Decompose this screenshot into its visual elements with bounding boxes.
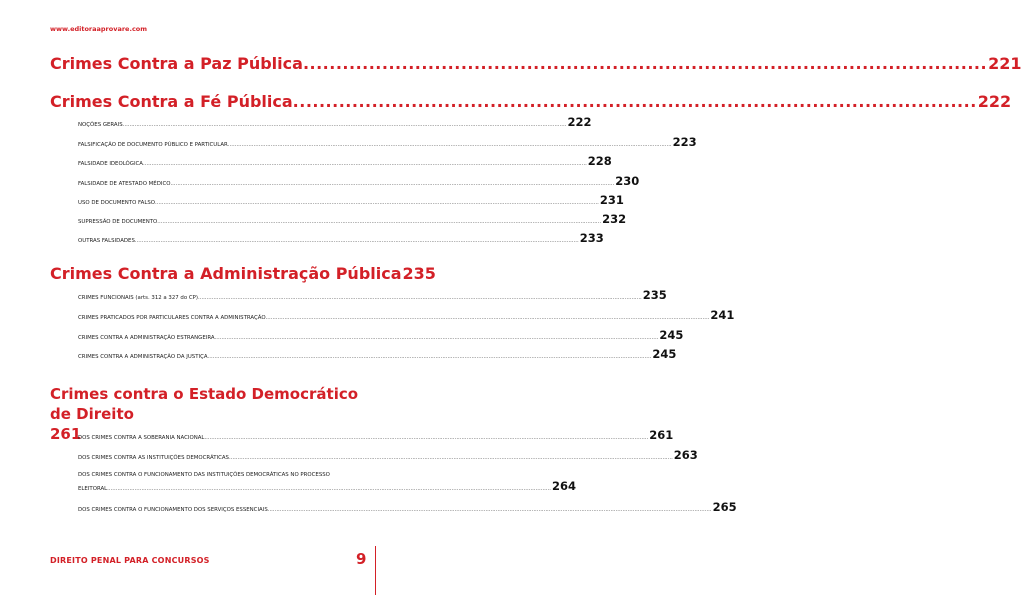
dot-leader: [208, 354, 652, 360]
toc-entry[interactable]: [78, 428, 674, 442]
toc-entry[interactable]: [78, 288, 667, 302]
entry-label: DOS CRIMES CONTRA O FUNCIONAMENTO DOS SERVIÇOS ESSENCIAIS: [78, 507, 268, 513]
dot-leader: [293, 92, 977, 111]
dot-leader: [268, 507, 712, 513]
toc-section-fe-publica[interactable]: [50, 92, 1012, 111]
dot-leader: [228, 142, 672, 148]
entry-page: 228: [587, 154, 612, 168]
entry-label: DOS CRIMES CONTRA A SOBERANIA NACIONAL: [78, 435, 205, 441]
entry-label: DOS CRIMES CONTRA AS INSTITUIÇÕES DEMOCRÁTICAS: [78, 455, 229, 461]
entry-page: 223: [672, 135, 697, 149]
section-page: 261: [50, 425, 82, 443]
entry-label: FALSIDADE IDEOLÓGICA: [78, 161, 143, 167]
dot-leader: [303, 54, 987, 73]
dot-leader: [198, 295, 642, 301]
toc-entry[interactable]: [78, 231, 604, 245]
toc-entry[interactable]: [78, 328, 684, 342]
dot-leader: [135, 238, 579, 244]
section-page: 222: [977, 92, 1012, 111]
toc-entry[interactable]: [78, 115, 592, 129]
entry-label: CRIMES CONTRA A ADMINISTRAÇÃO ESTRANGEIRA: [78, 335, 215, 341]
entry-page: 265: [712, 500, 737, 514]
toc-entry[interactable]: [78, 135, 697, 149]
toc-section-paz-publica[interactable]: [50, 54, 1021, 73]
entry-page: 245: [659, 328, 684, 342]
entry-label: SUPRESSÃO DE DOCUMENTO: [78, 219, 158, 225]
entry-label: USO DE DOCUMENTO FALSO: [78, 200, 155, 206]
toc-entry[interactable]: [78, 212, 627, 226]
dot-leader: [157, 219, 601, 225]
entry-page: 235: [642, 288, 667, 302]
toc-entry[interactable]: [78, 500, 737, 514]
entry-page: 261: [649, 428, 674, 442]
section-title: Crimes Contra a Paz Pública: [50, 54, 303, 73]
section-page: 221: [988, 54, 1021, 73]
toc-entry[interactable]: [78, 174, 640, 188]
entry-label: FALSIFICAÇÃO DE DOCUMENTO PÚBLICO E PARTICULAR: [78, 142, 228, 148]
toc-entry[interactable]: [78, 448, 698, 462]
dot-leader: [107, 486, 551, 492]
dot-leader: [215, 335, 659, 341]
entry-label: CRIMES FUNCIONAIS (arts. 312 a 327 do CP): [78, 295, 198, 301]
dot-leader: [170, 181, 614, 187]
dot-leader: [204, 435, 648, 441]
entry-page: 241: [710, 308, 735, 322]
dot-leader: [229, 455, 673, 461]
dot-leader: [123, 122, 567, 128]
page-number: 9: [356, 550, 367, 568]
section-page: 235: [402, 264, 436, 283]
dot-leader: [266, 315, 710, 321]
entry-label: DOS CRIMES CONTRA O FUNCIONAMENTO DAS INSTITUIÇÕES DEMOCRÁTICAS NO PROCESSO: [78, 472, 330, 478]
entry-label: CRIMES CONTRA A ADMINISTRAÇÃO DA JUSTIÇA: [78, 354, 208, 360]
dot-leader: [143, 161, 587, 167]
entry-page: 232: [602, 212, 627, 226]
dot-leader: [155, 200, 599, 206]
footer-divider: [375, 546, 376, 595]
section-title: Crimes Contra a Fé Pública: [50, 92, 293, 111]
entry-page: 263: [673, 448, 698, 462]
toc-entry[interactable]: [78, 308, 735, 322]
toc-section-administracao-publica[interactable]: [50, 264, 436, 283]
entry-page: 222: [567, 115, 592, 129]
entry-label: NOÇÕES GERAIS: [78, 122, 123, 128]
entry-page: 233: [579, 231, 604, 245]
entry-label: OUTRAS FALSIDADES: [78, 238, 135, 244]
entry-page: 230: [615, 174, 640, 188]
entry-label-continued: ELEITORAL: [78, 486, 108, 492]
entry-page: 245: [652, 347, 677, 361]
section-title: Crimes Contra a Administração Pública: [50, 264, 402, 283]
entry-page: 264: [551, 479, 576, 493]
toc-entry[interactable]: [78, 193, 624, 207]
site-url[interactable]: www.editoraaprovare.com: [50, 25, 148, 33]
toc-entry[interactable]: [78, 472, 576, 493]
entry-label: CRIMES PRATICADOS POR PARTICULARES CONTRA A ADMINISTRAÇÃO: [78, 315, 266, 321]
footer-book-title: DIREITO PENAL PARA CONCURSOS: [50, 556, 210, 565]
section-title: Crimes contra o Estado Democrático de Direito: [50, 385, 359, 423]
toc-entry[interactable]: [78, 347, 677, 361]
entry-page: 231: [599, 193, 624, 207]
toc-entry[interactable]: [78, 154, 612, 168]
entry-label: FALSIDADE DE ATESTADO MÉDICO: [78, 181, 171, 187]
